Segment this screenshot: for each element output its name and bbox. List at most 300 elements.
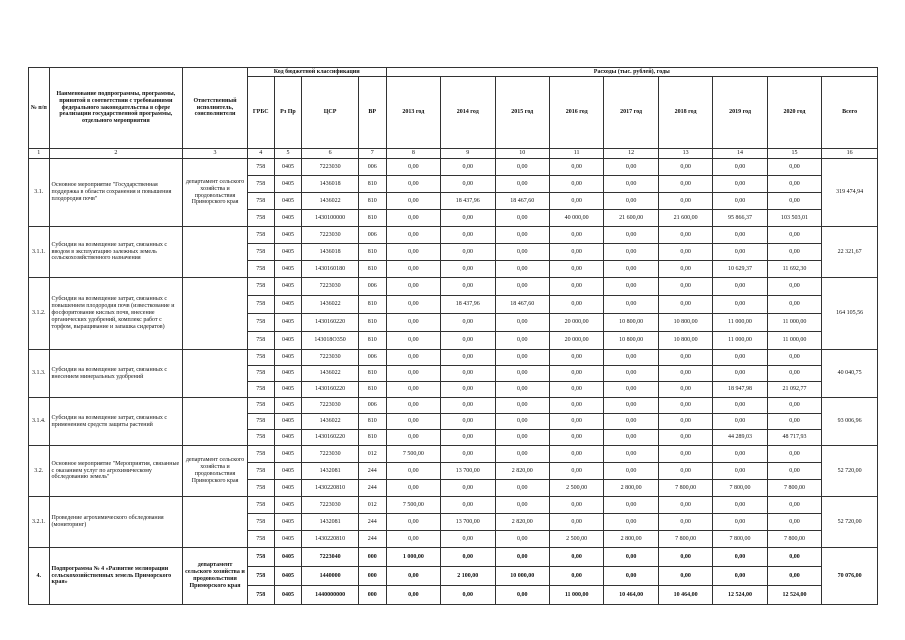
cell-grbs: 758 (247, 261, 274, 278)
cell-year-amount: 0,00 (386, 296, 440, 314)
cell-year-amount: 10 629,37 (713, 261, 767, 278)
cell-csr: 7223030 (302, 446, 359, 463)
cell-csr: 1436018 (302, 244, 359, 261)
cell-vr: 006 (358, 159, 386, 176)
cell-grbs: 758 (247, 227, 274, 244)
item-name: Субсидии на возмещение затрат, связанных с повышением плодородия почв (известкование и фосфоритование кислых почв, внесение органических удобрений, комплекс работ с торфом, выращивание и запашка сидератов) (49, 278, 183, 350)
table-row (29, 548, 878, 567)
cell-vr: 244 (358, 480, 386, 497)
cell-year-amount: 1 000,00 (386, 548, 440, 567)
cell-year-amount: 0,00 (767, 366, 821, 382)
cell-vr: 810 (358, 314, 386, 332)
cell-csr: 1430220810 (302, 531, 359, 548)
cell-year-amount: 0,00 (549, 244, 603, 261)
cell-rzpr: 0405 (274, 586, 302, 605)
cell-rzpr: 0405 (274, 548, 302, 567)
cell-year-amount: 0,00 (713, 446, 767, 463)
cell-year-amount: 10 800,00 (658, 314, 712, 332)
cell-year-amount: 0,00 (386, 531, 440, 548)
cell-year-amount: 2 500,00 (549, 480, 603, 497)
cell-year-amount: 0,00 (386, 244, 440, 261)
cell-year-amount: 0,00 (386, 480, 440, 497)
cell-year-amount: 0,00 (604, 446, 658, 463)
cell-year-amount: 0,00 (441, 176, 495, 193)
cell-year-amount: 20 000,00 (549, 332, 603, 350)
cell-year-amount: 18 437,96 (441, 193, 495, 210)
cell-grbs: 758 (247, 548, 274, 567)
cell-year-amount: 103 503,01 (767, 210, 821, 227)
cell-grbs: 758 (247, 446, 274, 463)
col-number: 15 (767, 149, 821, 159)
cell-csr: 1436018 (302, 176, 359, 193)
cell-grbs: 758 (247, 430, 274, 446)
cell-year-amount: 0,00 (386, 414, 440, 430)
cell-year-amount: 18 467,60 (495, 193, 549, 210)
col-number: 1 (29, 149, 50, 159)
cell-year-amount: 21 600,00 (658, 210, 712, 227)
cell-grbs: 758 (247, 193, 274, 210)
cell-year-amount: 18 947,98 (713, 382, 767, 398)
cell-rzpr: 0405 (274, 314, 302, 332)
cell-rzpr: 0405 (274, 414, 302, 430)
cell-year-amount: 0,00 (549, 278, 603, 296)
cell-csr: 7223030 (302, 227, 359, 244)
cell-year-amount: 0,00 (495, 497, 549, 514)
cell-year-amount: 95 866,37 (713, 210, 767, 227)
cell-rzpr: 0405 (274, 430, 302, 446)
cell-year-amount: 0,00 (549, 159, 603, 176)
cell-vr: 006 (358, 350, 386, 366)
col-number: 8 (386, 149, 440, 159)
header-year: 2014 год (441, 77, 495, 149)
cell-year-amount: 0,00 (658, 446, 712, 463)
cell-year-amount: 0,00 (549, 430, 603, 446)
cell-year-amount: 0,00 (549, 366, 603, 382)
cell-year-amount: 0,00 (549, 350, 603, 366)
cell-vr: 810 (358, 210, 386, 227)
cell-csr: 1440000000 (302, 586, 359, 605)
header-name: Наименование подпрограммы, программы, принятой в соответствии с требованиями федерального законодательства в сфере реализации государственной программы, отдельного мероприятия (49, 68, 183, 149)
column-number-row (29, 149, 878, 159)
cell-year-amount: 0,00 (495, 227, 549, 244)
cell-vr: 006 (358, 227, 386, 244)
cell-year-amount: 12 524,00 (713, 586, 767, 605)
cell-year-amount: 18 437,96 (441, 296, 495, 314)
cell-rzpr: 0405 (274, 244, 302, 261)
cell-year-amount: 0,00 (767, 176, 821, 193)
item-name: Субсидии на возмещение затрат, связанных с применением средств защиты растений (49, 398, 183, 446)
cell-grbs: 758 (247, 350, 274, 366)
cell-year-amount: 0,00 (767, 398, 821, 414)
cell-year-amount: 0,00 (441, 350, 495, 366)
cell-vr: 810 (358, 244, 386, 261)
cell-rzpr: 0405 (274, 531, 302, 548)
cell-year-amount: 48 717,93 (767, 430, 821, 446)
cell-csr: 1432081 (302, 463, 359, 480)
cell-year-amount: 0,00 (549, 548, 603, 567)
cell-grbs: 758 (247, 366, 274, 382)
cell-year-amount: 0,00 (658, 430, 712, 446)
item-name: Подпрограмма № 4 «Развитие мелиорации сельскохозяйственных земель Приморского края» (49, 548, 183, 605)
cell-grbs: 758 (247, 244, 274, 261)
cell-year-amount: 0,00 (549, 414, 603, 430)
cell-year-amount: 0,00 (604, 463, 658, 480)
cell-year-amount: 10 464,00 (658, 586, 712, 605)
col-number: 12 (604, 149, 658, 159)
cell-year-amount: 0,00 (767, 350, 821, 366)
item-number: 3.2.1. (29, 497, 50, 548)
cell-year-amount: 0,00 (658, 159, 712, 176)
cell-csr: 7223030 (302, 278, 359, 296)
cell-year-amount: 0,00 (713, 497, 767, 514)
cell-year-amount: 0,00 (386, 193, 440, 210)
item-number: 3.1.3. (29, 350, 50, 398)
cell-year-amount: 0,00 (658, 567, 712, 586)
col-number: 10 (495, 149, 549, 159)
cell-year-amount: 0,00 (549, 382, 603, 398)
cell-year-amount: 0,00 (658, 366, 712, 382)
cell-grbs: 758 (247, 296, 274, 314)
cell-year-amount: 0,00 (386, 586, 440, 605)
cell-grbs: 758 (247, 586, 274, 605)
cell-year-amount: 2 820,00 (495, 514, 549, 531)
cell-year-amount: 0,00 (604, 227, 658, 244)
cell-year-amount: 0,00 (549, 261, 603, 278)
col-number: 4 (247, 149, 274, 159)
cell-year-amount: 20 000,00 (549, 314, 603, 332)
cell-year-amount: 0,00 (604, 193, 658, 210)
cell-year-amount: 0,00 (604, 176, 658, 193)
cell-year-amount: 0,00 (767, 567, 821, 586)
cell-year-amount: 0,00 (441, 366, 495, 382)
header-year: 2015 год (495, 77, 549, 149)
cell-vr: 244 (358, 463, 386, 480)
cell-year-amount: 0,00 (713, 514, 767, 531)
col-number: 2 (49, 149, 183, 159)
cell-vr: 810 (358, 414, 386, 430)
cell-year-amount: 11 000,00 (713, 314, 767, 332)
cell-grbs: 758 (247, 463, 274, 480)
cell-year-amount: 0,00 (441, 382, 495, 398)
item-total: 93 006,96 (822, 398, 878, 446)
cell-year-amount: 12 524,00 (767, 586, 821, 605)
cell-rzpr: 0405 (274, 514, 302, 531)
cell-rzpr: 0405 (274, 350, 302, 366)
cell-rzpr: 0405 (274, 278, 302, 296)
cell-year-amount: 0,00 (386, 366, 440, 382)
cell-year-amount: 0,00 (767, 414, 821, 430)
cell-year-amount: 0,00 (604, 350, 658, 366)
cell-vr: 810 (358, 261, 386, 278)
cell-grbs: 758 (247, 514, 274, 531)
cell-vr: 810 (358, 332, 386, 350)
cell-year-amount: 21 092,77 (767, 382, 821, 398)
table-row (29, 497, 878, 514)
cell-year-amount: 0,00 (658, 227, 712, 244)
cell-grbs: 758 (247, 398, 274, 414)
cell-year-amount: 0,00 (441, 548, 495, 567)
col-number: 3 (183, 149, 248, 159)
table-row (29, 398, 878, 414)
cell-csr: 1436022 (302, 296, 359, 314)
cell-rzpr: 0405 (274, 261, 302, 278)
cell-rzpr: 0405 (274, 296, 302, 314)
cell-vr: 810 (358, 296, 386, 314)
cell-vr: 810 (358, 430, 386, 446)
cell-year-amount: 21 600,00 (604, 210, 658, 227)
cell-grbs: 758 (247, 414, 274, 430)
cell-year-amount: 0,00 (386, 227, 440, 244)
cell-year-amount: 0,00 (767, 296, 821, 314)
cell-year-amount: 0,00 (604, 296, 658, 314)
col-number: 14 (713, 149, 767, 159)
cell-year-amount: 0,00 (713, 567, 767, 586)
cell-year-amount: 0,00 (441, 430, 495, 446)
cell-rzpr: 0405 (274, 159, 302, 176)
cell-year-amount: 2 800,00 (604, 480, 658, 497)
cell-year-amount: 0,00 (495, 210, 549, 227)
cell-vr: 006 (358, 278, 386, 296)
cell-year-amount: 0,00 (713, 366, 767, 382)
cell-year-amount: 0,00 (713, 193, 767, 210)
item-total: 70 076,00 (822, 548, 878, 605)
col-number: 11 (549, 149, 603, 159)
table-row (29, 159, 878, 176)
cell-grbs: 758 (247, 480, 274, 497)
cell-year-amount: 0,00 (549, 446, 603, 463)
cell-year-amount: 0,00 (495, 159, 549, 176)
cell-year-amount: 0,00 (713, 176, 767, 193)
cell-year-amount: 0,00 (604, 382, 658, 398)
cell-year-amount: 10 800,00 (604, 332, 658, 350)
cell-year-amount: 0,00 (549, 463, 603, 480)
item-total: 52 720,00 (822, 446, 878, 497)
cell-grbs: 758 (247, 567, 274, 586)
header-year: 2017 год (604, 77, 658, 149)
cell-rzpr: 0405 (274, 497, 302, 514)
cell-year-amount: 2 500,00 (549, 531, 603, 548)
cell-grbs: 758 (247, 531, 274, 548)
cell-year-amount: 0,00 (386, 159, 440, 176)
cell-year-amount: 0,00 (713, 350, 767, 366)
cell-year-amount: 0,00 (767, 497, 821, 514)
cell-year-amount: 0,00 (386, 332, 440, 350)
cell-year-amount: 2 800,00 (604, 531, 658, 548)
cell-year-amount: 0,00 (658, 548, 712, 567)
cell-year-amount: 0,00 (713, 398, 767, 414)
cell-year-amount: 0,00 (495, 430, 549, 446)
cell-vr: 000 (358, 548, 386, 567)
cell-year-amount: 2 820,00 (495, 463, 549, 480)
cell-year-amount: 7 800,00 (767, 480, 821, 497)
cell-year-amount: 0,00 (713, 548, 767, 567)
cell-year-amount: 0,00 (713, 414, 767, 430)
header-vr: ВР (358, 77, 386, 149)
cell-vr: 012 (358, 446, 386, 463)
cell-year-amount: 0,00 (386, 567, 440, 586)
header-year: 2020 год (767, 77, 821, 149)
cell-vr: 810 (358, 366, 386, 382)
item-number: 3.2. (29, 446, 50, 497)
cell-rzpr: 0405 (274, 398, 302, 414)
cell-year-amount: 0,00 (495, 366, 549, 382)
item-total: 52 720,00 (822, 497, 878, 548)
cell-year-amount: 0,00 (441, 314, 495, 332)
cell-csr: 7223030 (302, 350, 359, 366)
budget-body (29, 159, 878, 605)
cell-year-amount: 0,00 (604, 414, 658, 430)
cell-year-amount: 0,00 (658, 382, 712, 398)
cell-year-amount: 0,00 (495, 531, 549, 548)
cell-year-amount: 0,00 (767, 159, 821, 176)
cell-year-amount: 11 000,00 (713, 332, 767, 350)
cell-year-amount: 0,00 (549, 296, 603, 314)
cell-year-amount: 0,00 (386, 382, 440, 398)
cell-csr: 1430160220 (302, 382, 359, 398)
cell-year-amount: 0,00 (604, 278, 658, 296)
cell-csr: 7223040 (302, 548, 359, 567)
cell-year-amount: 10 464,00 (604, 586, 658, 605)
cell-year-amount: 0,00 (658, 414, 712, 430)
cell-year-amount: 0,00 (495, 398, 549, 414)
cell-year-amount: 0,00 (549, 398, 603, 414)
header-code-group: Код бюджетной классификации (247, 68, 386, 77)
cell-vr: 000 (358, 586, 386, 605)
item-executor: департамент сельского хозяйства и продовольствия Приморского края (183, 548, 248, 605)
cell-rzpr: 0405 (274, 210, 302, 227)
cell-vr: 244 (358, 514, 386, 531)
cell-vr: 000 (358, 567, 386, 586)
cell-year-amount: 0,00 (386, 430, 440, 446)
cell-vr: 012 (358, 497, 386, 514)
item-executor (183, 227, 248, 278)
cell-rzpr: 0405 (274, 227, 302, 244)
cell-year-amount: 0,00 (386, 350, 440, 366)
cell-year-amount: 0,00 (604, 497, 658, 514)
cell-year-amount: 0,00 (767, 548, 821, 567)
col-number: 16 (822, 149, 878, 159)
cell-year-amount: 0,00 (604, 261, 658, 278)
cell-year-amount: 0,00 (386, 210, 440, 227)
cell-year-amount: 0,00 (658, 514, 712, 531)
cell-year-amount: 0,00 (604, 548, 658, 567)
cell-year-amount: 0,00 (495, 446, 549, 463)
cell-vr: 244 (358, 531, 386, 548)
cell-year-amount: 0,00 (386, 463, 440, 480)
cell-year-amount: 7 800,00 (658, 531, 712, 548)
item-number: 3.1.4. (29, 398, 50, 446)
item-executor: департамент сельского хозяйства и продовольствия Приморского края (183, 446, 248, 497)
cell-year-amount: 0,00 (495, 548, 549, 567)
cell-year-amount: 0,00 (604, 430, 658, 446)
cell-year-amount: 7 500,00 (386, 446, 440, 463)
cell-year-amount: 2 100,00 (441, 567, 495, 586)
cell-year-amount: 7 500,00 (386, 497, 440, 514)
cell-vr: 810 (358, 193, 386, 210)
cell-year-amount: 0,00 (713, 296, 767, 314)
cell-grbs: 758 (247, 332, 274, 350)
cell-rzpr: 0405 (274, 332, 302, 350)
cell-year-amount: 10 800,00 (604, 314, 658, 332)
cell-year-amount: 0,00 (495, 382, 549, 398)
cell-year-amount: 0,00 (441, 480, 495, 497)
cell-year-amount: 10 000,00 (495, 567, 549, 586)
item-total: 319 474,94 (822, 159, 878, 227)
cell-year-amount: 0,00 (495, 586, 549, 605)
cell-year-amount: 0,00 (767, 244, 821, 261)
item-executor: департамент сельского хозяйства и продовольствия Приморского края (183, 159, 248, 227)
cell-vr: 810 (358, 382, 386, 398)
cell-year-amount: 0,00 (658, 463, 712, 480)
cell-year-amount: 18 467,60 (495, 296, 549, 314)
cell-rzpr: 0405 (274, 193, 302, 210)
header-rzpr: Рз Пр (274, 77, 302, 149)
header-grbs: ГРБС (247, 77, 274, 149)
cell-year-amount: 0,00 (604, 244, 658, 261)
cell-year-amount: 0,00 (441, 227, 495, 244)
cell-year-amount: 0,00 (604, 366, 658, 382)
cell-year-amount: 0,00 (658, 176, 712, 193)
cell-csr: 1440000 (302, 567, 359, 586)
cell-year-amount: 0,00 (549, 567, 603, 586)
budget-table (28, 67, 878, 605)
col-number: 9 (441, 149, 495, 159)
cell-year-amount: 0,00 (386, 261, 440, 278)
table-row (29, 350, 878, 366)
cell-year-amount: 0,00 (495, 480, 549, 497)
cell-year-amount: 0,00 (495, 244, 549, 261)
cell-csr: 1430160220 (302, 430, 359, 446)
cell-csr: 1436022 (302, 414, 359, 430)
cell-year-amount: 0,00 (441, 278, 495, 296)
cell-year-amount: 0,00 (713, 159, 767, 176)
cell-grbs: 758 (247, 497, 274, 514)
table-row (29, 227, 878, 244)
cell-year-amount: 0,00 (549, 193, 603, 210)
cell-year-amount: 0,00 (441, 446, 495, 463)
table-row (29, 446, 878, 463)
cell-csr: 1430160180 (302, 261, 359, 278)
header-num: № п/п (29, 68, 50, 149)
cell-year-amount: 0,00 (549, 497, 603, 514)
cell-year-amount: 0,00 (495, 176, 549, 193)
cell-year-amount: 44 289,03 (713, 430, 767, 446)
cell-year-amount: 0,00 (441, 531, 495, 548)
cell-csr: 1436022 (302, 193, 359, 210)
header-csr: ЦСР (302, 77, 359, 149)
item-name: Основное мероприятие "Мероприятия, связанные с оказанием услуг по агрохимическому обследованию земель" (49, 446, 183, 497)
cell-rzpr: 0405 (274, 382, 302, 398)
cell-year-amount: 0,00 (658, 296, 712, 314)
cell-grbs: 758 (247, 314, 274, 332)
cell-year-amount: 0,00 (441, 159, 495, 176)
cell-year-amount: 10 800,00 (658, 332, 712, 350)
col-number: 5 (274, 149, 302, 159)
cell-year-amount: 40 000,00 (549, 210, 603, 227)
item-total: 40 040,75 (822, 350, 878, 398)
cell-year-amount: 0,00 (549, 227, 603, 244)
cell-year-amount: 0,00 (441, 497, 495, 514)
item-name: Проведение агрохимического обследования (мониторинг) (49, 497, 183, 548)
cell-rzpr: 0405 (274, 567, 302, 586)
cell-grbs: 758 (247, 210, 274, 227)
cell-year-amount: 0,00 (767, 463, 821, 480)
cell-year-amount: 11 000,00 (767, 314, 821, 332)
cell-year-amount: 0,00 (604, 514, 658, 531)
cell-year-amount: 0,00 (441, 586, 495, 605)
cell-year-amount: 0,00 (441, 244, 495, 261)
cell-year-amount: 0,00 (441, 332, 495, 350)
